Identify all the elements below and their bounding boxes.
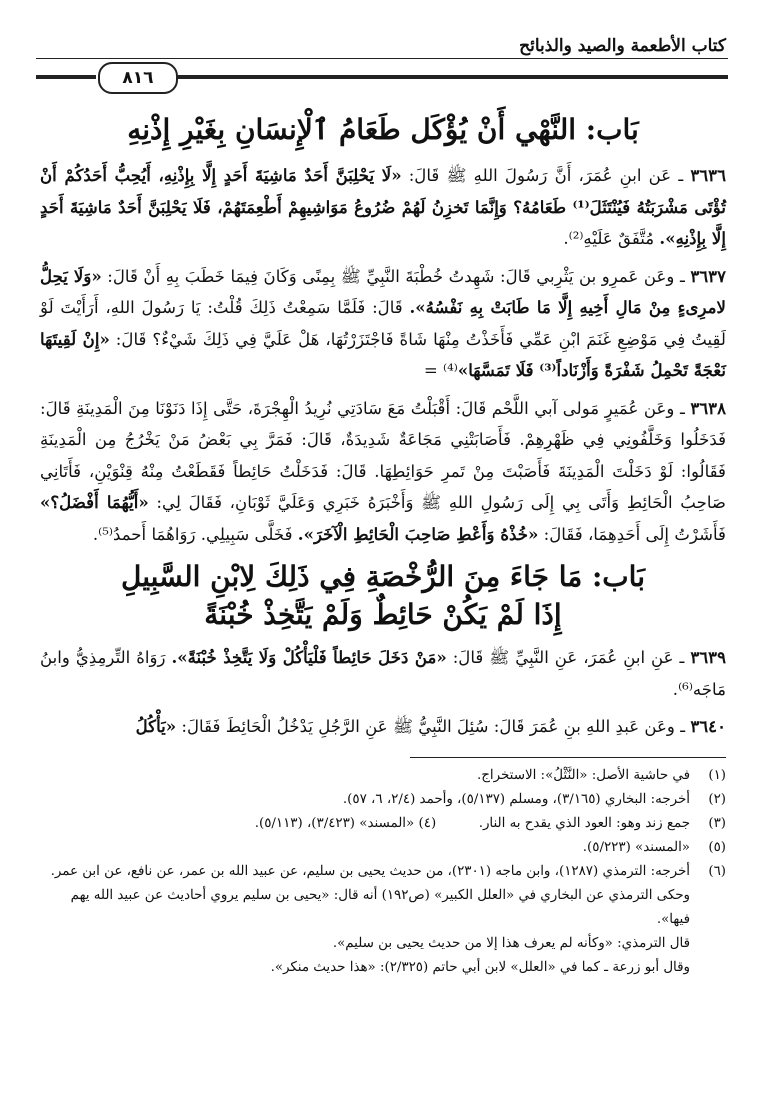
footnote-text: جمع زند وهو: العود الذي يقدح به النار.: [478, 815, 690, 831]
footnote-6: [40, 860, 726, 980]
footnote-text: أخرجه: البخاري (٣/١٦٥)، ومسلم (٥/١٣٧)، وأحمد (٢/٤، ٦، ٥٧).: [342, 791, 690, 807]
hadith-3636: [40, 160, 726, 255]
hadith-3640: [40, 711, 726, 743]
chapter-heading-1: بَاب: النَّهْي أَنْ يُؤْكَل طَعَامُ ٱلْإِنسَانِ بِغَيْرِ إِذْنِهِ: [127, 113, 639, 146]
hadith-source: مُتَّفَقٌ عَلَيْهِ⁽²⁾.: [563, 229, 660, 248]
footnote-1: [40, 764, 726, 788]
footnote-text: «المسند» (٣/٤٢٣)، (٥/١١٣).: [254, 815, 415, 831]
hadith-intro: ـ وعَن عَبدِ اللهِ بنِ عُمَرَ قَالَ: سُئِلَ النَّبِيُّ ﷺ عَنِ الرَّجُلِ يَدْخُلُ الْحَائِطَ فَقَالَ:: [176, 717, 691, 736]
hadith-matn: «إِنْ لَقِيتَهَا نَعْجَةً تَحْمِلُ شَفْرَةً وَأَزْنَاداً⁽³⁾ فَلَا تَمَسَّهَا»: [40, 328, 726, 380]
footnote-2: [40, 788, 726, 812]
hadith-intro: ـ عَنِ ابنِ عُمَرَ، عَنِ النَّبِيِّ ﷺ قَالَ:: [446, 648, 691, 667]
footnote-text: قال الترمذي: «وكأنه لم يعرف هذا إلا من حديث يحيى بن سليم».: [332, 935, 690, 951]
main-text: [40, 104, 726, 980]
footnote-body: [40, 860, 690, 980]
hadith-matn: «أَيُّهُمَا أَفْضَلُ؟»: [40, 492, 149, 512]
hadith-source: رَوَاهُ التِّرمِذِيُّ وابنُ مَاجَه⁽⁶⁾.: [40, 648, 726, 699]
footnote-text: «المسند» (٥/٢٢٣).: [582, 839, 690, 855]
ornament-line-left: [36, 75, 96, 79]
hadith-number: ٣٦٣٦: [690, 165, 726, 185]
hadith-3639: [40, 642, 726, 705]
hadith-matn: «وَلَا يَحِلُّ لامرِىءٍ مِنْ مَالِ أَخِيهِ إِلَّا مَا طَابَتْ بِهِ نَفْسُهُ».: [40, 265, 726, 317]
footnote-text: أخرجه: الترمذي (١٢٨٧)، وابن ماجه (٢٣٠١)، من حديث يحيى بن سليم، عن عبيد الله بن عمر، عن نافع، عن ابن عمر.: [50, 863, 690, 879]
hadith-number: ٣٦٣٩: [690, 647, 726, 667]
chapter-heading-line: إِذَا لَمْ يَكُنْ حَائِطٌ وَلَمْ يَتَّخِذْ خُبْنَةً: [204, 598, 562, 631]
running-title: كتاب الأطعمة والصيد والذبائح: [519, 36, 726, 56]
footnote-separator: [410, 757, 726, 758]
hadith-matn: «خُذْهُ وَأَعْطِ صَاحِبَ الْحَائِطِ الْآخَرَ».: [297, 523, 539, 544]
footnote-number: (٢): [708, 791, 726, 807]
hadith-matn: «يَأْكُلُ: [135, 716, 177, 736]
hadith-intro: ـ وعَن عَمرِو بن يَثْرِبي قَالَ: شَهِدتُ خُطْبَةَ النَّبِيِّ ﷺ بِمِنًى وَكَانَ فِيمَا خَطَبَ بِهِ أَنْ قَالَ:: [101, 266, 691, 286]
hadith-narration: فَأَشَرْتُ إِلَى أَحَدِهِمَا، فَقَالَ:: [538, 524, 726, 544]
hadith-matn: «لَا يَحْلِبَنَّ أَحَدٌ مَاشِيَةَ أَحَدٍ إِلَّا بِإِذْنِهِ، أَيُحِبُّ أَحَدُكُمْ أَنْ تُؤْتَى مَشْرَبَتُهُ فَيُنْتَثَلَ⁽¹⁾ طَعَامُهُ؟ وَإِنَّمَا تَخزِنُ لَهُمْ ضُرُوعُ مَوَاشِيهِمْ أَطْعِمَتَهُمْ، فَلَا يَحْلِبَنَّ أَحَدٌ مَاشِيَةَ أَحَدٍ إِلَّا بِإِذْنِهِ».: [40, 165, 726, 248]
hadith-intro: ـ عَن ابنِ عُمَرَ، أَنَّ رَسُولَ اللهِ ﷺ قَالَ:: [401, 166, 691, 185]
footnote-text: وحكى الترمذي عن البخاري في «العلل الكبير» (ص١٩٢) أنه قال: «يحيى بن سليم يروي أحاديث عن عبيد الله يهم فيها».: [70, 887, 690, 927]
footnote-inline-pair: [40, 812, 690, 836]
page-number: ٨١٦: [98, 62, 178, 94]
footnote-3-4: [40, 812, 726, 836]
footnote-text: في حاشية الأصل: «النَّثْلُ»: الاستخراج.: [477, 767, 690, 783]
footnote-5: [40, 836, 726, 860]
hadith-matn: «مَنْ دَخَلَ حَائِطاً فَلْيَأْكُلْ وَلَا يَتَّخِذْ خُبْنَةً».: [171, 647, 447, 667]
footnote-number: (٥): [708, 839, 726, 855]
chapter-heading-line: بَاب: مَا جَاءَ مِنَ الرُّخْصَةِ فِي ذَلِكَ لِابْنِ السَّبِيلِ: [120, 560, 645, 593]
hadith-number: ٣٦٤٠: [690, 716, 726, 736]
chapter-heading-2: [40, 558, 726, 634]
hadith-narration: قَالَ: فَلَمَّا سَمِعْتُ ذَلِكَ قُلْتُ: يَا رَسُولَ اللهِ، أَرَأَيْتَ لَوْ لَقِيتُ فِي مَوْضِعِ غَنَمَ ابْنِ عَمِّي فَأَخَذْتُ مِنْهَا شَاةً فَاجْتَزَرْتُهَا، هَلْ عَلَيَّ فِي ذَلِكَ شَيْءٌ؟ قَالَ:: [40, 298, 726, 349]
hadith-3637: [40, 261, 726, 387]
hadith-intro: ـ وعَن عُمَيرٍ مَولى آبي اللَّحْم قَالَ: أَقْبَلْتُ مَعَ سَادَتِي نُرِيدُ الْهِجْرَةَ، حَتَّى إِذَا دَنَوْنَا مِنَ الْمَدِينَةِ قَالَ: فَدَخَلُوا وَخَلَّفُونِي فِي ظَهْرِهِمْ. فَأَصَابَتْنِي مَجَاعَةٌ شَدِيدَةٌ، قَالَ: فَمَرَّ بِي بَعْضُ مَنْ يَخْرُجُ مِن الْمَدِينَةِ فَقَالُوا: لَوْ دَخَلْتَ الْمَدِينَةَ فَأَصَبْتَ مِنْ تَمرِ حَوَائِطِهَا. قَالَ: فَدَخَلْتُ حَائِطاً فَقَطَعْتُ مِنْهُ قِنْوَيْنِ، فَأَتَانِي صَاحِبُ الْحَائِطِ وَأَتَى بِي إِلَى رَسُولِ اللهِ ﷺ وَأَخْبَرَهُ خَبَرِي وَعَلَيَّ ثَوْبَانِ، فَقَالَ لِي:: [40, 398, 726, 512]
page-number-ornament: [36, 62, 728, 92]
page-header: [36, 36, 728, 92]
footnote-number: (١): [708, 767, 726, 783]
hadith-source: ⁽⁴⁾ =: [423, 361, 458, 380]
footnote-number: (٦): [708, 863, 726, 879]
header-rule: [36, 58, 728, 59]
footnote-number: (٣): [708, 815, 726, 831]
footnotes: [40, 764, 726, 980]
hadith-source: فَخَلَّى سَبِيلِي. رَوَاهُمَا أَحمدُ⁽⁵⁾.: [92, 524, 298, 544]
hadith-number: ٣٦٣٧: [690, 265, 726, 286]
hadith-number: ٣٦٣٨: [690, 397, 726, 418]
footnote-text: وقال أبو زرعة ـ كما في «العلل» لابن أبي حاتم (٢/٣٢٥): «هذا حديث منكر».: [270, 959, 690, 975]
footnote-number: (٤): [418, 815, 437, 831]
hadith-3638: [40, 393, 726, 551]
ornament-line-right: [176, 75, 728, 79]
